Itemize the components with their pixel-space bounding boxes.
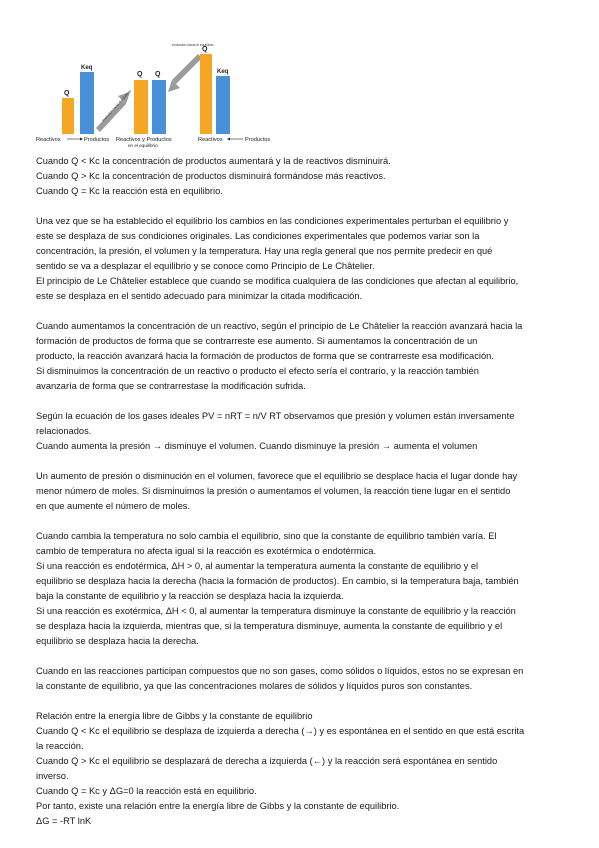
q-label-middle: Q (137, 71, 143, 78)
text-line: Cuando Q < Kc la concentración de productos aumentará y la de reactivos disminuirá. (36, 156, 391, 166)
caption-middle-line1: Reactivos y Productos (116, 137, 172, 143)
text-line: inverso. (36, 771, 69, 781)
text-line: equilibrio se desplaza hacia la derecha (hacia la formación de productos). En cambio, si la temperatura baja, también (36, 576, 519, 586)
text-line: en que aumente el número de moles. (36, 501, 191, 511)
arrow-icon-right-small (67, 138, 83, 141)
text-line: formación de productos de forma que se contrarreste ese aumento. Si aumentamos la concentración de un (36, 336, 478, 346)
text-line: Cuando Q < Kc el equilibrio se desplaza de izquierda a derecha (→) y es espontánea en el sentido en que está escrita (36, 726, 525, 736)
paragraph (36, 664, 566, 694)
q-label-middle-2: Q (155, 71, 161, 78)
equilibrium-diagram (30, 36, 300, 156)
text-line: avanzaría de forma que se contrarrestase la modificación sufrida. (36, 381, 306, 391)
q-bar-middle (134, 80, 148, 134)
text-line: relacionados. (36, 426, 92, 436)
caption-left-reactivos: Reactivos (36, 137, 61, 143)
paragraph (36, 319, 566, 394)
text-line: sentido se va a desplazar el equilibrio y se conoce como Principio de Le Châtelier. (36, 261, 375, 271)
section-heading: Relación entre la energía libre de Gibbs y la constante de equilibrio (36, 711, 313, 721)
text-line: menor número de moles. Si disminuimos la presión o aumentamos el volumen, la reacción tiene lugar en el sentido (36, 486, 511, 496)
caption-right-productos: Productos (245, 137, 271, 143)
text-line: concentración, la presión, el volumen y la temperatura. Hay una regla general que nos permite predecir en qué (36, 246, 493, 256)
keq-label-left: Keq (81, 65, 93, 71)
text-line: producto, la reacción avanzará hacia la formación de productos de forma que se contrarreste esa modificación. (36, 351, 494, 361)
text-line: Por tanto, existe una relación entre la energía libre de Gibbs y la constante de equilibrio. (36, 801, 400, 811)
text-line: Cuando cambia la temperatura no solo cambia el equilibrio, sino que la constante de equilibrio también varía. El (36, 531, 497, 541)
text-line: Según la ecuación de los gases ideales PV = nRT = n/V RT observamos que presión y volumen están inversamente (36, 411, 515, 421)
text-line: Si una reacción es exotérmica, ΔH < 0, al aumentar la temperatura disminuye la constante de equilibrio y la reacción (36, 606, 516, 616)
text-line: este se desplaza de sus condiciones originales. Las condiciones experimentales que podemos variar son la (36, 231, 480, 241)
keq-bar-middle (152, 80, 166, 134)
text-line: la constante de equilibrio, ya que las concentraciones molares de sólidos y líquidos puros son constantes. (36, 681, 473, 691)
text-line: Si una reacción es endotérmica, ΔH > 0, al aumentar la temperatura aumenta la constante de equilibrio y el (36, 561, 479, 571)
arrow-label-left: evolución hacia el equilibrio (101, 88, 132, 123)
text-line: Un aumento de presión o disminución en el volumen, favorece que el equilibrio se desplace hacia el lugar donde hay (36, 471, 518, 481)
caption-right-reactivos: Reactivos (198, 137, 223, 143)
q-label-left: Q (64, 90, 70, 97)
formula: ΔG = -RT lnK (36, 816, 92, 826)
keq-label-right: Keq (217, 69, 229, 75)
text-line: se desplaza hacia la izquierda, mientras que, si la temperatura disminuye, aumenta la constante de equilibrio y el (36, 621, 503, 631)
text-line: Cuando Q = Kc la reacción está en equilibrio. (36, 186, 223, 196)
arrow-label-top: evolución hacia el equilibrio (172, 43, 214, 47)
paragraph (36, 529, 566, 649)
paragraph (36, 154, 566, 199)
text-line: este se desplaza en el sentido adecuado para minimizar la citada modificación. (36, 291, 363, 301)
text-line: cambio de temperatura no afecta igual si la reacción es exotérmica o endotérmica. (36, 546, 377, 556)
equilibrium-figure (30, 36, 300, 156)
text-line: Cuando Q > Kc el equilibrio se desplazará de derecha a izquierda (←) y la reacción será espontánea en sentido (36, 756, 498, 766)
text-line: Cuando en las reacciones participan compuestos que no son gases, como sólidos o líquidos, estos no se expresan en (36, 666, 524, 676)
paragraph (36, 214, 566, 304)
text-line: Una vez que se ha establecido el equilibrio los cambios en las condiciones experimentales perturban el equilibrio y (36, 216, 509, 226)
text-line: Si disminuimos la concentración de un reactivo o producto el efecto sería el contrario, y la reacción también (36, 366, 479, 376)
text-line: la reacción. (36, 741, 84, 751)
text-line: equilibrio se desplaza hacia la derecha. (36, 636, 199, 646)
text-line: baja la constante de equilibrio y la reacción se desplaza hacia la izquierda. (36, 591, 344, 601)
text-line: Cuando Q > Kc la concentración de productos disminuirá formándose más reactivos. (36, 171, 386, 181)
paragraph (36, 709, 566, 829)
q-bar-left (62, 98, 74, 134)
document-body (36, 154, 566, 829)
text-line: El principio de Le Châtelier establece que cuando se modifica cualquiera de las condiciones que afectan al equilibrio, (36, 276, 519, 286)
paragraph (36, 409, 566, 454)
keq-bar-left (80, 72, 94, 134)
keq-bar-right (216, 76, 230, 134)
q-bar-right (200, 54, 212, 134)
caption-left-productos: Productos (84, 137, 110, 143)
arrow-icon-left-small (227, 138, 243, 141)
caption-middle-line2: en el equilibrio (128, 143, 158, 148)
text-line: Cuando Q = Kc y ΔG=0 la reacción está en equilibrio. (36, 786, 257, 796)
arrow-icon-right (168, 54, 202, 92)
paragraph (36, 469, 566, 514)
q-label-right: Q (202, 46, 208, 53)
text-line: Cuando aumentamos la concentración de un reactivo, según el principio de Le Châtelier la reacción avanzará hacia la (36, 321, 523, 331)
text-line: Cuando aumenta la presión → disminuye el volumen. Cuando disminuye la presión → aumenta el volumen (36, 441, 478, 451)
